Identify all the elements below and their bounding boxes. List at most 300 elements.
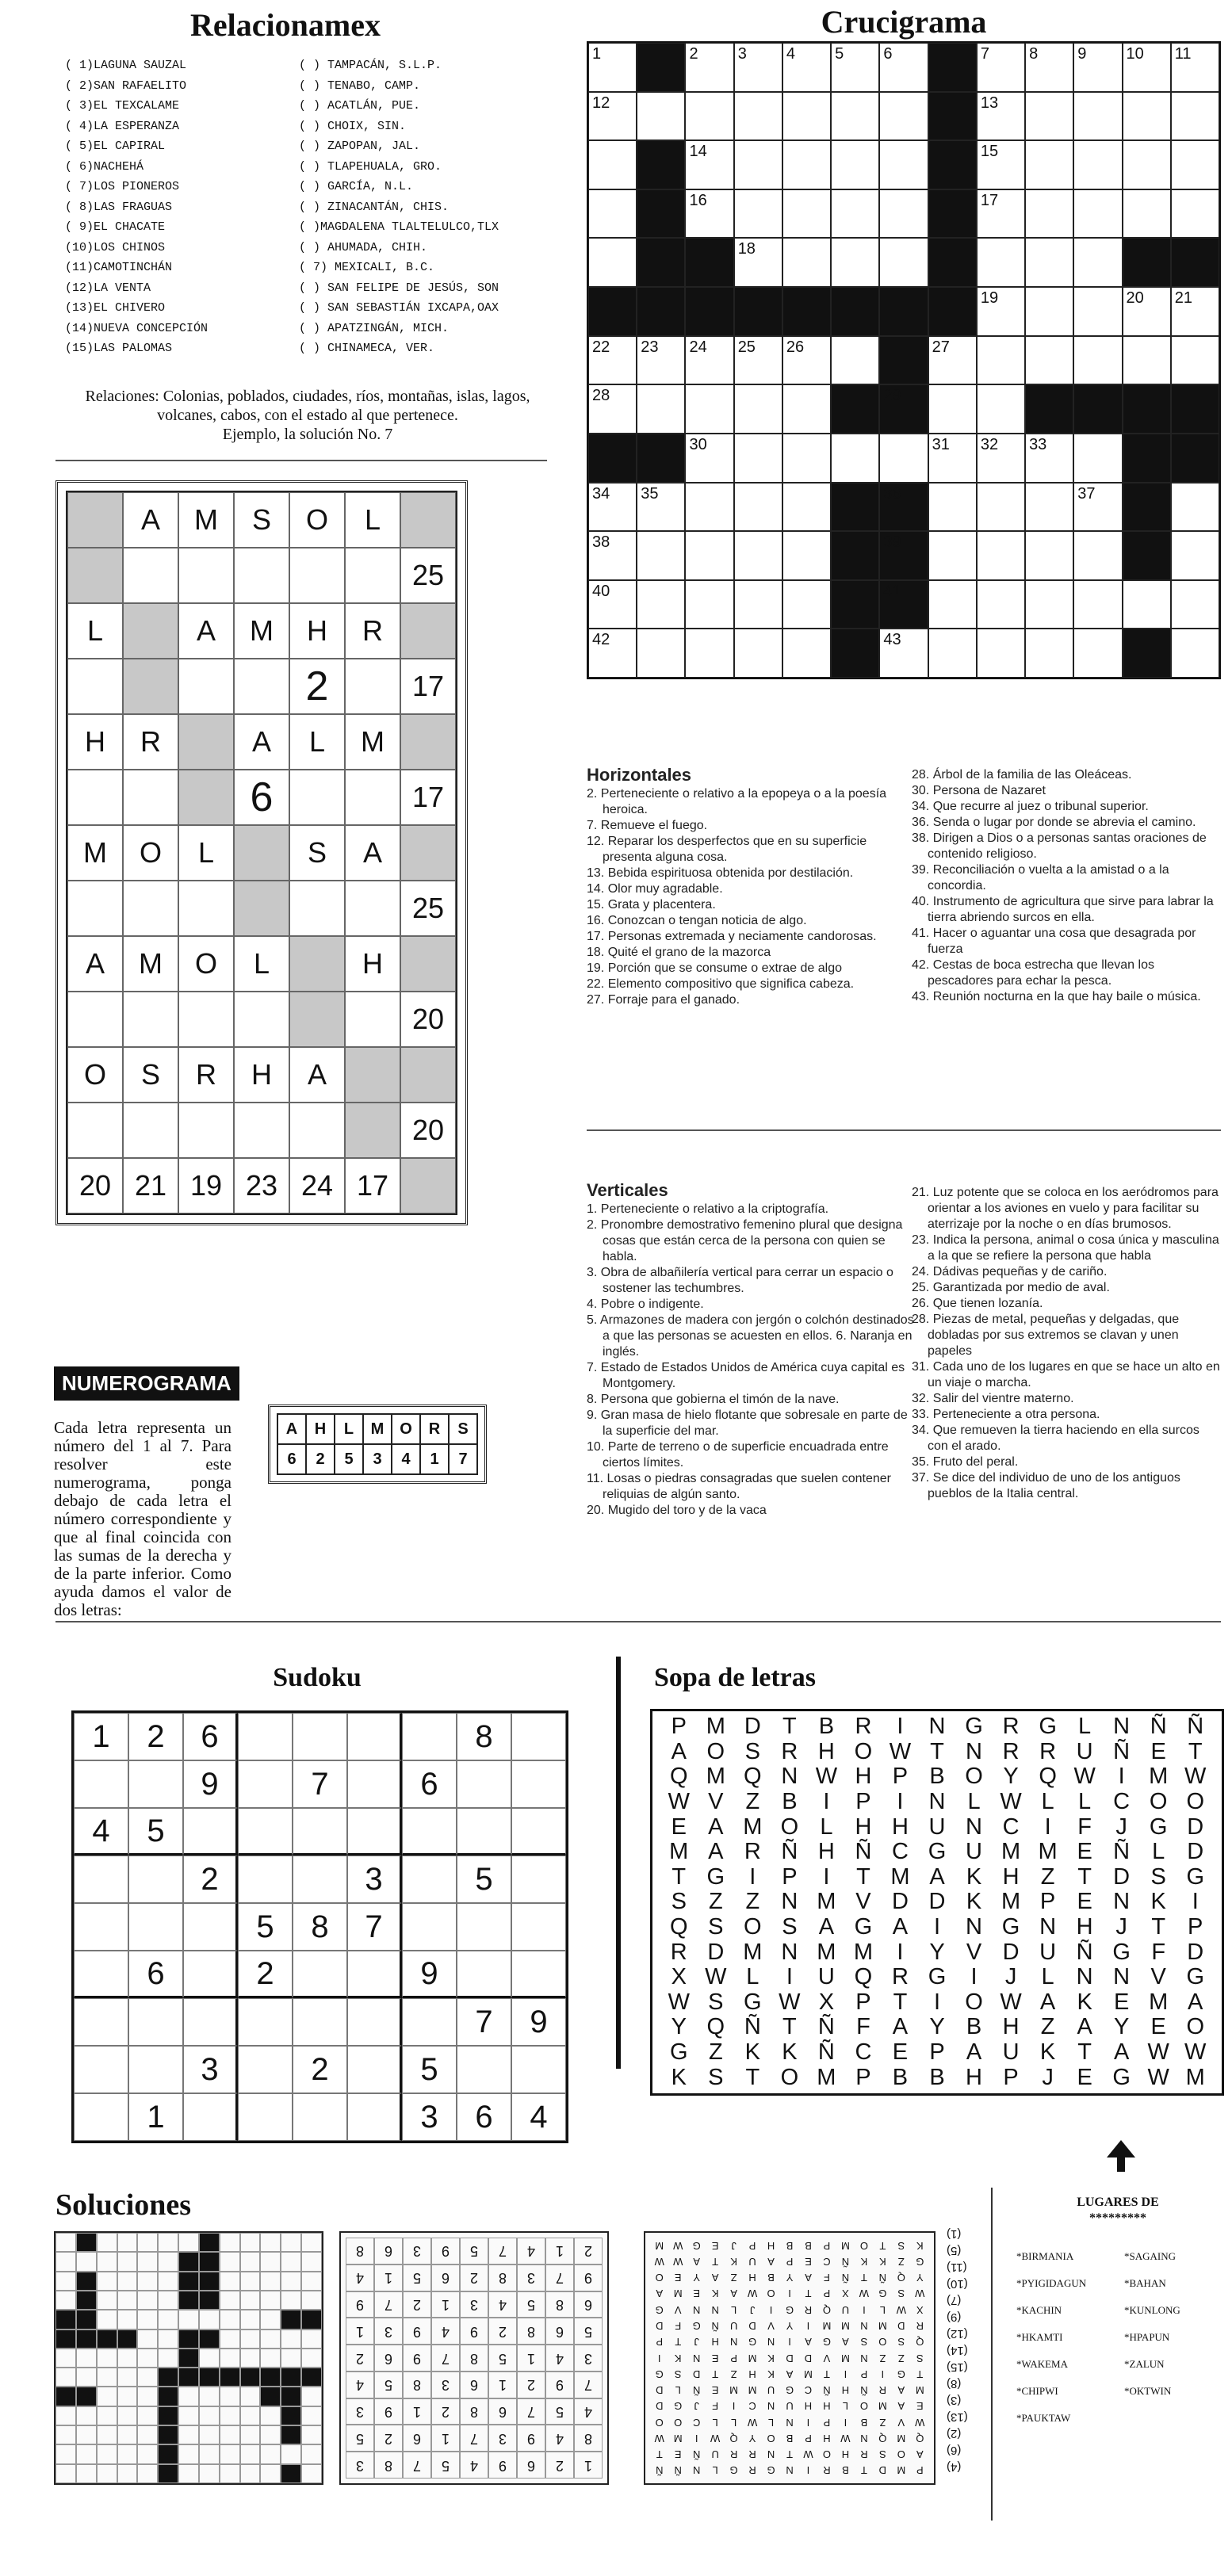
- word-search-letter[interactable]: G: [1186, 1964, 1204, 1990]
- word-search-letter[interactable]: M: [743, 1814, 763, 1840]
- word-search-letter[interactable]: Ñ: [1113, 1839, 1131, 1865]
- crossword-cell[interactable]: [1025, 189, 1073, 239]
- crossword-cell[interactable]: [1073, 336, 1122, 385]
- word-search-letter[interactable]: G: [1112, 1939, 1131, 1965]
- word-search-letter[interactable]: E: [1150, 1738, 1166, 1764]
- word-search-letter[interactable]: M: [706, 1714, 725, 1740]
- sudoku-cell[interactable]: 9: [402, 1951, 457, 1998]
- word-search-letter[interactable]: A: [818, 1914, 835, 1940]
- numerograma-cell[interactable]: [345, 659, 400, 714]
- crossword-cell[interactable]: [734, 483, 782, 532]
- numerograma-cell[interactable]: [234, 548, 289, 603]
- numerograma-cell[interactable]: [234, 659, 289, 714]
- numerograma-cell[interactable]: [345, 992, 400, 1047]
- numerograma-cell[interactable]: [67, 881, 123, 936]
- word-search-letter[interactable]: F: [1077, 1814, 1092, 1840]
- crossword-cell[interactable]: [831, 189, 879, 239]
- crossword-cell[interactable]: [637, 336, 685, 385]
- sudoku-cell[interactable]: [238, 1760, 293, 1808]
- crossword-cell[interactable]: [782, 140, 831, 189]
- crossword-cell[interactable]: [1171, 336, 1219, 385]
- word-search-letter[interactable]: E: [1077, 2064, 1092, 2090]
- numerograma-cell[interactable]: A: [289, 1047, 345, 1103]
- word-search-letter[interactable]: M: [817, 2064, 836, 2090]
- word-search-letter[interactable]: O: [1186, 2014, 1204, 2040]
- word-search-letter[interactable]: P: [929, 2039, 945, 2065]
- relacionamex-state[interactable]: ( ) CHINAMECA, VER.: [299, 342, 435, 356]
- word-search-letter[interactable]: R: [781, 1738, 798, 1764]
- sudoku-cell[interactable]: [457, 1903, 511, 1951]
- relacionamex-state[interactable]: ( ) GARCÍA, N.L.: [299, 180, 414, 194]
- word-search-letter[interactable]: L: [967, 1789, 981, 1815]
- sudoku-cell[interactable]: [74, 1856, 128, 1903]
- crossword-cell[interactable]: [637, 384, 685, 434]
- crossword-cell[interactable]: [977, 531, 1025, 580]
- sudoku-cell[interactable]: [347, 2046, 402, 2093]
- numerograma-cell[interactable]: [289, 770, 345, 825]
- word-search-letter[interactable]: Ñ: [1150, 1714, 1167, 1740]
- numerograma-cell[interactable]: H: [345, 936, 400, 992]
- sudoku-cell[interactable]: [402, 1903, 457, 1951]
- word-search-letter[interactable]: F: [856, 2014, 870, 2040]
- crossword-cell[interactable]: [734, 434, 782, 483]
- word-search-letter[interactable]: R: [855, 1714, 872, 1740]
- sudoku-cell[interactable]: 9: [183, 1760, 238, 1808]
- numerograma-cell[interactable]: [178, 659, 234, 714]
- word-search-letter[interactable]: B: [892, 2064, 909, 2090]
- crossword-cell[interactable]: [977, 434, 1025, 483]
- word-search-letter[interactable]: G: [1112, 2064, 1131, 2090]
- word-search-letter[interactable]: A: [892, 2014, 909, 2040]
- word-search-letter[interactable]: E: [1150, 2014, 1166, 2040]
- sudoku-cell[interactable]: [511, 1713, 566, 1760]
- sudoku-cell[interactable]: 3: [402, 2093, 457, 2141]
- word-search-letter[interactable]: W: [1184, 2039, 1207, 2065]
- sudoku-cell[interactable]: 3: [347, 1856, 402, 1903]
- word-search-letter[interactable]: E: [892, 2039, 909, 2065]
- word-search-letter[interactable]: W: [1147, 2039, 1169, 2065]
- crossword-cell[interactable]: [685, 580, 733, 629]
- word-search-letter[interactable]: I: [749, 1863, 756, 1890]
- crossword-cell[interactable]: [1171, 92, 1219, 141]
- crossword-cell[interactable]: [1073, 238, 1122, 287]
- sudoku-cell[interactable]: [128, 2046, 183, 2093]
- word-search-letter[interactable]: M: [1185, 2064, 1205, 2090]
- word-search-letter[interactable]: R: [1039, 1738, 1057, 1764]
- word-search-letter[interactable]: L: [746, 1964, 759, 1990]
- word-search-letter[interactable]: V: [855, 1889, 871, 1915]
- word-search-letter[interactable]: H: [1076, 1914, 1093, 1940]
- crossword-cell[interactable]: [977, 43, 1025, 92]
- sudoku-cell[interactable]: 2: [238, 1951, 293, 1998]
- crossword-cell[interactable]: [734, 140, 782, 189]
- word-search-letter[interactable]: J: [1115, 1814, 1127, 1840]
- sudoku-cell[interactable]: [74, 1998, 128, 2046]
- numerograma-cell[interactable]: [289, 548, 345, 603]
- word-search-letter[interactable]: Y: [929, 1939, 945, 1965]
- word-search-letter[interactable]: D: [1187, 1839, 1204, 1865]
- numerograma-cell[interactable]: [178, 1103, 234, 1158]
- crossword-cell[interactable]: [1171, 287, 1219, 336]
- sudoku-cell[interactable]: 5: [402, 2046, 457, 2093]
- crossword-cell[interactable]: [782, 189, 831, 239]
- word-search-letter[interactable]: C: [855, 2039, 872, 2065]
- numerograma-cell[interactable]: [123, 548, 178, 603]
- word-search-letter[interactable]: K: [1077, 1989, 1092, 2015]
- word-search-letter[interactable]: N: [1113, 1964, 1131, 1990]
- word-search-letter[interactable]: W: [889, 1738, 912, 1764]
- crossword-cell[interactable]: [1025, 531, 1073, 580]
- sudoku-cell[interactable]: [183, 1808, 238, 1856]
- word-search-letter[interactable]: N: [1039, 1914, 1057, 1940]
- sudoku-cell[interactable]: [511, 1903, 566, 1951]
- crossword-cell[interactable]: [1073, 92, 1122, 141]
- word-search-letter[interactable]: K: [744, 2039, 760, 2065]
- sudoku-cell[interactable]: [128, 1998, 183, 2046]
- crossword-cell[interactable]: [588, 43, 637, 92]
- word-search-letter[interactable]: O: [965, 1989, 983, 2015]
- sudoku-cell[interactable]: [74, 2046, 128, 2093]
- word-search-letter[interactable]: C: [1002, 1814, 1020, 1840]
- word-search-letter[interactable]: M: [817, 1889, 836, 1915]
- word-search-letter[interactable]: I: [1192, 1889, 1199, 1915]
- word-search-letter[interactable]: Y: [1113, 2014, 1130, 2040]
- word-search-letter[interactable]: A: [892, 1914, 909, 1940]
- crossword-cell[interactable]: [1123, 336, 1171, 385]
- word-search-letter[interactable]: U: [817, 1964, 835, 1990]
- crossword-cell[interactable]: [782, 629, 831, 678]
- sudoku-cell[interactable]: [293, 1951, 347, 1998]
- word-search-letter[interactable]: Z: [745, 1889, 760, 1915]
- word-search-letter[interactable]: Q: [854, 1964, 873, 1990]
- numerograma-cell[interactable]: [123, 770, 178, 825]
- crossword-cell[interactable]: [879, 140, 928, 189]
- word-search-letter[interactable]: S: [708, 2064, 724, 2090]
- word-search-letter[interactable]: B: [929, 1764, 945, 1790]
- word-search-letter[interactable]: E: [1113, 1989, 1130, 2015]
- word-search-letter[interactable]: L: [1041, 1964, 1054, 1990]
- numerograma-cell[interactable]: L: [178, 825, 234, 881]
- crossword-cell[interactable]: [1025, 238, 1073, 287]
- sudoku-cell[interactable]: [183, 1951, 238, 1998]
- word-search-letter[interactable]: P: [855, 1789, 871, 1815]
- word-search-letter[interactable]: H: [817, 1738, 835, 1764]
- word-search-letter[interactable]: W: [705, 1964, 727, 1990]
- sudoku-cell[interactable]: [238, 2046, 293, 2093]
- word-search-letter[interactable]: Q: [669, 1914, 688, 1940]
- crossword-cell[interactable]: [782, 336, 831, 385]
- sudoku-cell[interactable]: 5: [128, 1808, 183, 1856]
- numerograma-cell[interactable]: [123, 992, 178, 1047]
- crossword-cell[interactable]: [1073, 580, 1122, 629]
- word-search-letter[interactable]: R: [1002, 1714, 1020, 1740]
- word-search-letter[interactable]: M: [1149, 1764, 1169, 1790]
- word-search-letter[interactable]: L: [820, 1814, 833, 1840]
- word-search-letter[interactable]: T: [782, 1714, 797, 1740]
- word-search-letter[interactable]: Ñ: [817, 2039, 835, 2065]
- sudoku-cell[interactable]: [183, 2093, 238, 2141]
- crossword-cell[interactable]: [1171, 43, 1219, 92]
- word-search-letter[interactable]: I: [1044, 1814, 1051, 1840]
- word-search-letter[interactable]: N: [1113, 1889, 1131, 1915]
- crossword-grid[interactable]: [587, 41, 1221, 679]
- word-search-letter[interactable]: Ñ: [744, 2014, 761, 2040]
- sudoku-cell[interactable]: [402, 1998, 457, 2046]
- crossword-cell[interactable]: [1073, 483, 1122, 532]
- sudoku-cell[interactable]: 6: [183, 1713, 238, 1760]
- crossword-cell[interactable]: [1171, 580, 1219, 629]
- word-search-letter[interactable]: Y: [1003, 1764, 1019, 1790]
- numerograma-cell[interactable]: [178, 992, 234, 1047]
- numerograma-cell[interactable]: A: [178, 603, 234, 659]
- numerograma-cell[interactable]: A: [123, 492, 178, 548]
- word-search-letter[interactable]: Q: [744, 1764, 762, 1790]
- crossword-cell[interactable]: [637, 580, 685, 629]
- numerograma-cell[interactable]: M: [123, 936, 178, 992]
- word-search-letter[interactable]: T: [782, 2014, 797, 2040]
- numerograma-cell[interactable]: O: [67, 1047, 123, 1103]
- word-search-letter[interactable]: O: [854, 1738, 873, 1764]
- numerograma-cell[interactable]: [178, 881, 234, 936]
- crossword-cell[interactable]: [685, 140, 733, 189]
- word-search-letter[interactable]: Ñ: [1113, 1738, 1131, 1764]
- word-search-letter[interactable]: I: [970, 1964, 978, 1990]
- relacionamex-state[interactable]: ( ) SAN FELIPE DE JESÚS, SON: [299, 281, 499, 295]
- word-search-letter[interactable]: T: [856, 1863, 870, 1890]
- crossword-cell[interactable]: [977, 580, 1025, 629]
- sudoku-cell[interactable]: 6: [402, 1760, 457, 1808]
- word-search-letter[interactable]: O: [780, 1814, 799, 1840]
- relacionamex-state[interactable]: ( 7) MEXICALI, B.C.: [299, 261, 435, 275]
- word-search-letter[interactable]: P: [1188, 1914, 1203, 1940]
- sudoku-cell[interactable]: [347, 1808, 402, 1856]
- sudoku-cell[interactable]: [511, 1808, 566, 1856]
- sudoku-cell[interactable]: [238, 1856, 293, 1903]
- word-search-letter[interactable]: O: [706, 1738, 725, 1764]
- crossword-cell[interactable]: [977, 287, 1025, 336]
- word-search-letter[interactable]: S: [708, 1989, 724, 2015]
- relacionamex-state[interactable]: ( ) APATZINGÁN, MICH.: [299, 321, 450, 335]
- word-search-letter[interactable]: W: [1000, 1789, 1022, 1815]
- word-search-letter[interactable]: M: [1149, 1989, 1169, 2015]
- word-search-letter[interactable]: H: [1002, 1863, 1020, 1890]
- crossword-cell[interactable]: [928, 483, 977, 532]
- crossword-cell[interactable]: [1025, 43, 1073, 92]
- sudoku-cell[interactable]: [347, 2093, 402, 2141]
- numerograma-cell[interactable]: [67, 770, 123, 825]
- word-search-letter[interactable]: P: [892, 1764, 909, 1790]
- numerograma-cell[interactable]: L: [345, 492, 400, 548]
- crossword-cell[interactable]: [977, 384, 1025, 434]
- sudoku-cell[interactable]: [511, 1951, 566, 1998]
- crossword-cell[interactable]: [685, 189, 733, 239]
- relacionamex-state[interactable]: ( ) TLAPEHUALA, GRO.: [299, 159, 442, 174]
- sudoku-cell[interactable]: 3: [183, 2046, 238, 2093]
- word-search-letter[interactable]: W: [1184, 1764, 1207, 1790]
- word-search-letter[interactable]: Q: [1039, 1764, 1057, 1790]
- word-search-letter[interactable]: G: [854, 1914, 873, 1940]
- numerograma-cell[interactable]: [123, 1103, 178, 1158]
- sudoku-cell[interactable]: [128, 1760, 183, 1808]
- word-search-letter[interactable]: V: [708, 1789, 724, 1815]
- crossword-cell[interactable]: [1073, 189, 1122, 239]
- crossword-cell[interactable]: [928, 580, 977, 629]
- word-search-letter[interactable]: K: [966, 1863, 982, 1890]
- crossword-cell[interactable]: [1073, 43, 1122, 92]
- crossword-cell[interactable]: [879, 43, 928, 92]
- numerograma-cell[interactable]: M: [178, 492, 234, 548]
- crossword-cell[interactable]: [1123, 92, 1171, 141]
- sudoku-cell[interactable]: 8: [293, 1903, 347, 1951]
- word-search-letter[interactable]: I: [786, 1964, 793, 1990]
- sudoku-cell[interactable]: [347, 1713, 402, 1760]
- numerograma-cell[interactable]: [67, 659, 123, 714]
- crossword-cell[interactable]: [1025, 434, 1073, 483]
- crossword-cell[interactable]: [879, 434, 928, 483]
- word-search-letter[interactable]: T: [1188, 1738, 1203, 1764]
- crossword-cell[interactable]: [1123, 43, 1171, 92]
- word-search-letter[interactable]: G: [706, 1863, 725, 1890]
- word-search-letter[interactable]: H: [855, 1814, 872, 1840]
- crossword-cell[interactable]: [685, 92, 733, 141]
- word-search-letter[interactable]: N: [1113, 1714, 1131, 1740]
- word-search-letter[interactable]: Ñ: [817, 2014, 835, 2040]
- crossword-cell[interactable]: [831, 140, 879, 189]
- sudoku-cell[interactable]: 9: [511, 1998, 566, 2046]
- word-search-letter[interactable]: G: [1186, 1863, 1204, 1890]
- word-search-letter[interactable]: S: [708, 1914, 724, 1940]
- crossword-cell[interactable]: [928, 434, 977, 483]
- relacionamex-state[interactable]: ( ) SAN SEBASTIÁN IXCAPA,OAX: [299, 301, 499, 315]
- word-search-letter[interactable]: G: [1001, 1914, 1020, 1940]
- word-search-letter[interactable]: X: [818, 1989, 835, 2015]
- word-search-letter[interactable]: X: [671, 1964, 687, 1990]
- word-search-letter[interactable]: N: [781, 1889, 798, 1915]
- crossword-cell[interactable]: [831, 434, 879, 483]
- word-search-letter[interactable]: Y: [671, 2014, 687, 2040]
- crossword-cell[interactable]: [685, 384, 733, 434]
- sudoku-cell[interactable]: 7: [457, 1998, 511, 2046]
- word-search-letter[interactable]: W: [668, 1989, 690, 2015]
- numerograma-cell[interactable]: S: [289, 825, 345, 881]
- sudoku-cell[interactable]: [457, 1951, 511, 1998]
- crossword-cell[interactable]: [588, 336, 637, 385]
- numerograma-cell[interactable]: H: [67, 714, 123, 770]
- crossword-cell[interactable]: [685, 336, 733, 385]
- word-search-letter[interactable]: O: [1149, 1789, 1168, 1815]
- sudoku-cell[interactable]: [347, 1951, 402, 1998]
- word-search-letter[interactable]: D: [707, 1939, 725, 1965]
- word-search-letter[interactable]: M: [706, 1764, 725, 1790]
- crossword-cell[interactable]: [879, 92, 928, 141]
- numerograma-cell[interactable]: O: [289, 492, 345, 548]
- word-search-letter[interactable]: K: [1039, 2039, 1056, 2065]
- word-search-letter[interactable]: M: [1038, 1839, 1058, 1865]
- crossword-cell[interactable]: [734, 92, 782, 141]
- sudoku-cell[interactable]: [402, 1856, 457, 1903]
- sudoku-cell[interactable]: 7: [347, 1903, 402, 1951]
- word-search-letter[interactable]: Ñ: [781, 1839, 798, 1865]
- crossword-cell[interactable]: [831, 336, 879, 385]
- word-search-letter[interactable]: O: [744, 1914, 762, 1940]
- word-search-grid[interactable]: [650, 1709, 1224, 2096]
- numerograma-cell[interactable]: [234, 992, 289, 1047]
- word-search-letter[interactable]: D: [928, 1889, 946, 1915]
- word-search-letter[interactable]: O: [965, 1764, 983, 1790]
- word-search-letter[interactable]: P: [855, 1989, 871, 2015]
- sudoku-cell[interactable]: 7: [293, 1760, 347, 1808]
- crossword-cell[interactable]: [588, 238, 637, 287]
- crossword-cell[interactable]: [588, 580, 637, 629]
- word-search-letter[interactable]: S: [782, 1914, 798, 1940]
- numerograma-cell[interactable]: A: [67, 936, 123, 992]
- crossword-cell[interactable]: [588, 483, 637, 532]
- sudoku-cell[interactable]: 6: [128, 1951, 183, 1998]
- sudoku-cell[interactable]: [74, 1760, 128, 1808]
- word-search-letter[interactable]: W: [779, 1989, 801, 2015]
- sudoku-cell[interactable]: 2: [293, 2046, 347, 2093]
- word-search-letter[interactable]: B: [966, 2014, 982, 2040]
- sudoku-cell[interactable]: [457, 1760, 511, 1808]
- sudoku-cell[interactable]: 5: [457, 1856, 511, 1903]
- crossword-cell[interactable]: [734, 384, 782, 434]
- sudoku-cell[interactable]: [511, 1856, 566, 1903]
- crossword-cell[interactable]: [928, 384, 977, 434]
- word-search-letter[interactable]: U: [1076, 1738, 1093, 1764]
- crossword-cell[interactable]: [1073, 531, 1122, 580]
- word-search-letter[interactable]: G: [928, 1839, 947, 1865]
- numerograma-cell[interactable]: [67, 992, 123, 1047]
- word-search-letter[interactable]: D: [1002, 1939, 1020, 1965]
- crossword-cell[interactable]: [734, 43, 782, 92]
- word-search-letter[interactable]: L: [1078, 1789, 1092, 1815]
- word-search-letter[interactable]: Z: [708, 1889, 723, 1915]
- numerograma-cell[interactable]: S: [234, 492, 289, 548]
- word-search-letter[interactable]: D: [891, 1889, 909, 1915]
- word-search-letter[interactable]: P: [1003, 2064, 1019, 2090]
- sudoku-cell[interactable]: [183, 1903, 238, 1951]
- word-search-letter[interactable]: D: [1187, 1814, 1204, 1840]
- crossword-cell[interactable]: [1073, 629, 1122, 678]
- word-search-letter[interactable]: W: [1073, 1764, 1096, 1790]
- word-search-letter[interactable]: I: [897, 1939, 904, 1965]
- relacionamex-state[interactable]: ( ) AHUMADA, CHIH.: [299, 240, 428, 254]
- word-search-letter[interactable]: I: [823, 1789, 830, 1815]
- word-search-letter[interactable]: N: [781, 1764, 798, 1790]
- sudoku-cell[interactable]: [74, 1903, 128, 1951]
- word-search-letter[interactable]: K: [782, 2039, 798, 2065]
- crossword-cell[interactable]: [1171, 189, 1219, 239]
- word-search-letter[interactable]: M: [1001, 1839, 1021, 1865]
- crossword-cell[interactable]: [685, 43, 733, 92]
- word-search-letter[interactable]: E: [1077, 1889, 1092, 1915]
- crossword-cell[interactable]: [879, 629, 928, 678]
- numerograma-cell[interactable]: R: [345, 603, 400, 659]
- relacionamex-state[interactable]: ( ) ZINACANTÁN, CHIS.: [299, 200, 450, 214]
- crossword-cell[interactable]: [1123, 140, 1171, 189]
- crossword-cell[interactable]: [1123, 580, 1171, 629]
- word-search-letter[interactable]: T: [930, 1738, 944, 1764]
- word-search-letter[interactable]: A: [708, 1814, 724, 1840]
- crossword-cell[interactable]: [1171, 629, 1219, 678]
- numerograma-cell[interactable]: L: [234, 936, 289, 992]
- crossword-cell[interactable]: [1171, 531, 1219, 580]
- crossword-cell[interactable]: [782, 580, 831, 629]
- crossword-cell[interactable]: [879, 189, 928, 239]
- word-search-letter[interactable]: Ñ: [1076, 1939, 1093, 1965]
- sudoku-cell[interactable]: 1: [74, 1713, 128, 1760]
- numerograma-cell[interactable]: [67, 1103, 123, 1158]
